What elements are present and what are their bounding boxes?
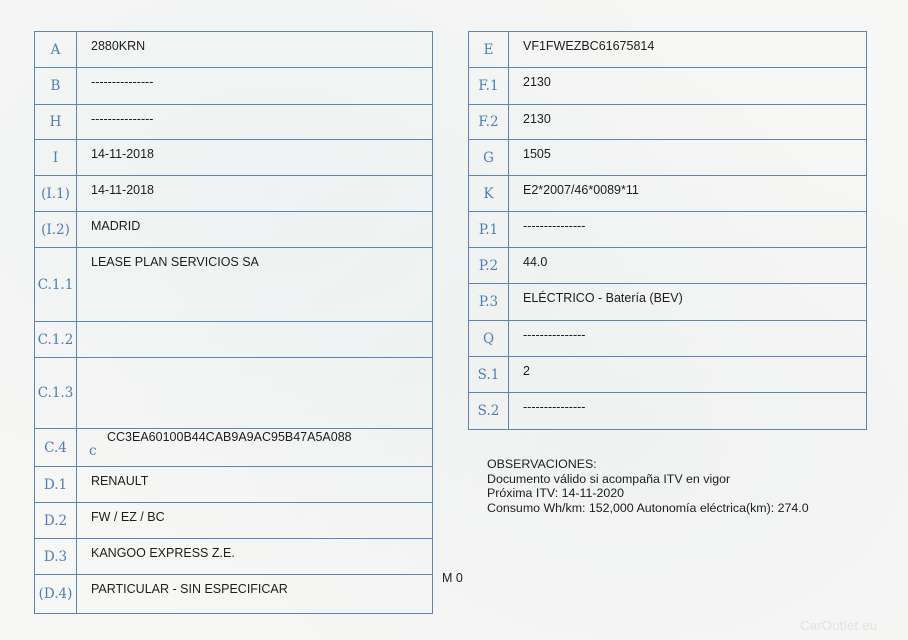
field-code-p1: P.1 <box>469 212 509 248</box>
field-code-d1: D.1 <box>35 467 77 503</box>
field-row-g <box>469 140 867 176</box>
field-value-i: 14-11-2018 <box>77 140 433 176</box>
field-value-a: 2880KRN <box>77 32 433 68</box>
field-value-d4: PARTICULAR - SIN ESPECIFICAR <box>77 575 433 614</box>
field-row-h <box>35 105 433 140</box>
m0-mark: M 0 <box>442 571 463 585</box>
field-code-k: K <box>469 176 509 212</box>
field-code-s1: S.1 <box>469 357 509 393</box>
field-value-d3: KANGOO EXPRESS Z.E. <box>77 539 433 575</box>
field-code-c11: C.1.1 <box>35 248 77 322</box>
field-row-c11 <box>35 248 433 322</box>
field-value-c12 <box>77 322 433 358</box>
field-value-q: --------------- <box>509 321 867 357</box>
field-code-q: Q <box>469 321 509 357</box>
field-row-s1 <box>469 357 867 393</box>
field-value-s2: --------------- <box>509 393 867 430</box>
observaciones-line: Consumo Wh/km: 152,000 Autonomía eléctrica(km): 274.0 <box>487 500 809 515</box>
field-value-p3: ELÉCTRICO - Batería (BEV) <box>509 284 867 321</box>
field-code-f1: F.1 <box>469 68 509 105</box>
field-value-f2: 2130 <box>509 105 867 140</box>
field-value-d2: FW / EZ / BC <box>77 503 433 539</box>
field-row-i2 <box>35 212 433 248</box>
field-code-i: I <box>35 140 77 176</box>
field-code-h: H <box>35 105 77 140</box>
field-row-i1 <box>35 176 433 212</box>
field-code-d2: D.2 <box>35 503 77 539</box>
field-code-e: E <box>469 32 509 68</box>
field-value-d1: RENAULT <box>77 467 433 503</box>
field-row-f2 <box>469 105 867 140</box>
field-value-h: --------------- <box>77 105 433 140</box>
field-value-s1: 2 <box>509 357 867 393</box>
field-code-a: A <box>35 32 77 68</box>
observaciones-title: OBSERVACIONES: <box>487 457 597 471</box>
field-row-d4 <box>35 575 433 614</box>
left-fields-table <box>34 31 433 614</box>
field-value-p1: --------------- <box>509 212 867 248</box>
field-row-a <box>35 32 433 68</box>
field-value-g: 1505 <box>509 140 867 176</box>
field-value-c4 <box>77 429 433 467</box>
field-code-p3: P.3 <box>469 284 509 321</box>
field-row-d2 <box>35 503 433 539</box>
field-row-c12 <box>35 322 433 358</box>
field-value-f1: 2130 <box>509 68 867 105</box>
observaciones-line: Próxima ITV: 14-11-2020 <box>487 486 625 500</box>
field-code-b: B <box>35 68 77 105</box>
field-code-c13: C.1.3 <box>35 358 77 429</box>
field-value-c4-text: CC3EA60100B44CAB9A9AC95B47A5A088 <box>107 430 352 444</box>
field-value-k: E2*2007/46*0089*11 <box>509 176 867 212</box>
field-row-k <box>469 176 867 212</box>
right-fields-table <box>468 31 867 430</box>
field-row-b <box>35 68 433 105</box>
field-row-c4 <box>35 429 433 467</box>
field-code-c4: C.4 <box>35 429 77 467</box>
field-code-f2: F.2 <box>469 105 509 140</box>
field-row-d1 <box>35 467 433 503</box>
field-row-s2 <box>469 393 867 430</box>
field-code-c12: C.1.2 <box>35 322 77 358</box>
field-row-p1 <box>469 212 867 248</box>
field-row-c13 <box>35 358 433 429</box>
field-row-q <box>469 321 867 357</box>
field-row-i <box>35 140 433 176</box>
field-value-b: --------------- <box>77 68 433 105</box>
field-value-c13 <box>77 358 433 429</box>
field-row-d3 <box>35 539 433 575</box>
field-value-p2: 44.0 <box>509 248 867 284</box>
field-value-c11: LEASE PLAN SERVICIOS SA <box>77 248 433 322</box>
observaciones-block <box>487 457 809 515</box>
field-row-e <box>469 32 867 68</box>
field-value-i1: 14-11-2018 <box>77 176 433 212</box>
field-code-p2: P.2 <box>469 248 509 284</box>
field-code-i1: (I.1) <box>35 176 77 212</box>
field-row-p2 <box>469 248 867 284</box>
observaciones-line: Documento válido si acompaña ITV en vigor <box>487 471 731 486</box>
field-code-i2: (I.2) <box>35 212 77 248</box>
field-code-d3: D.3 <box>35 539 77 575</box>
field-code-g: G <box>469 140 509 176</box>
field-code-d4: (D.4) <box>35 575 77 614</box>
field-value-e: VF1FWEZBC61675814 <box>509 32 867 68</box>
field-value-i2: MADRID <box>77 212 433 248</box>
field-row-f1 <box>469 68 867 105</box>
watermark: CarOutlet.eu <box>800 618 878 633</box>
field-row-p3 <box>469 284 867 321</box>
field-subcode-c4: c <box>89 443 97 459</box>
field-code-s2: S.2 <box>469 393 509 430</box>
